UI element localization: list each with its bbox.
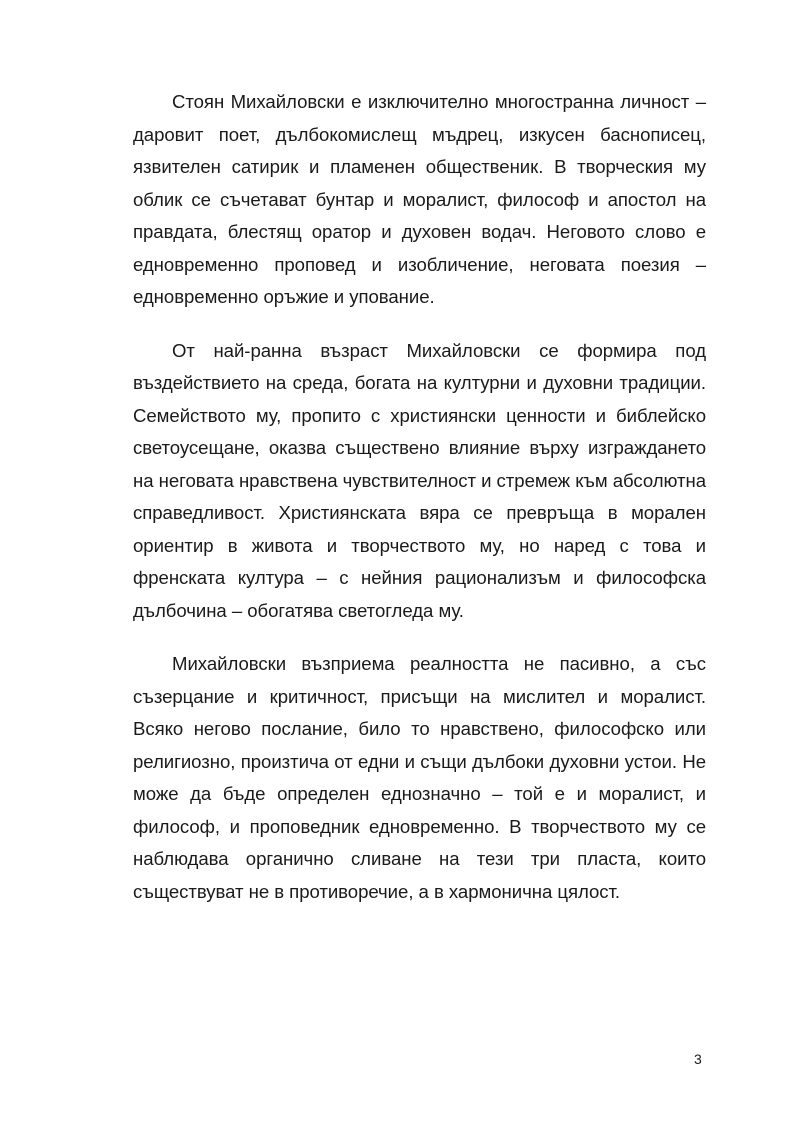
paragraph-1: Стоян Михайловски е изключително многостранна личност – даровит поет, дълбокомислещ мъдрец, изкусен баснописец, язвителен сатирик и пламенен общественик. В творческия му облик се съчетават бунтар и моралист, философ и апостол на правдата, блестящ оратор и духовен водач. Неговото слово е едновременно проповед и изобличение, неговата поезия – едновременно оръжие и упование. [133, 91, 706, 307]
paragraph-2: От най-ранна възраст Михайловски се формира под въздействието на среда, богата на културни и духовни традиции. Семейството му, пропито с християнски ценности и библейско светоусещане, оказва съществено влияние върху изграждането на неговата нравствена чувствителност и стремеж към абсолютна справедливост. Християнската вяра се превръща в морален ориентир в живота и творчеството му, но наред с това и френската култура – с нейния рационализъм и философска дълбочина – обогатява светогледа му. [133, 339, 706, 621]
text-body [133, 86, 706, 929]
paragraph-3: Михайловски възприема реалността не пасивно, а със съзерцание и критичност, присъщи на мислител и моралист. Всяко негово послание, било то нравствено, философско или религиозно, произтича от едни и същи дълбоки духовни устои. Не може да бъде определен еднозначно – той е и моралист, и философ, и проповедник едновременно. В творчеството му се наблюдава органично сливане на тези три пласта, които съществуват не в противоречие, а в хармонична цялост. [133, 653, 706, 902]
page-number: 3 [694, 1051, 702, 1067]
